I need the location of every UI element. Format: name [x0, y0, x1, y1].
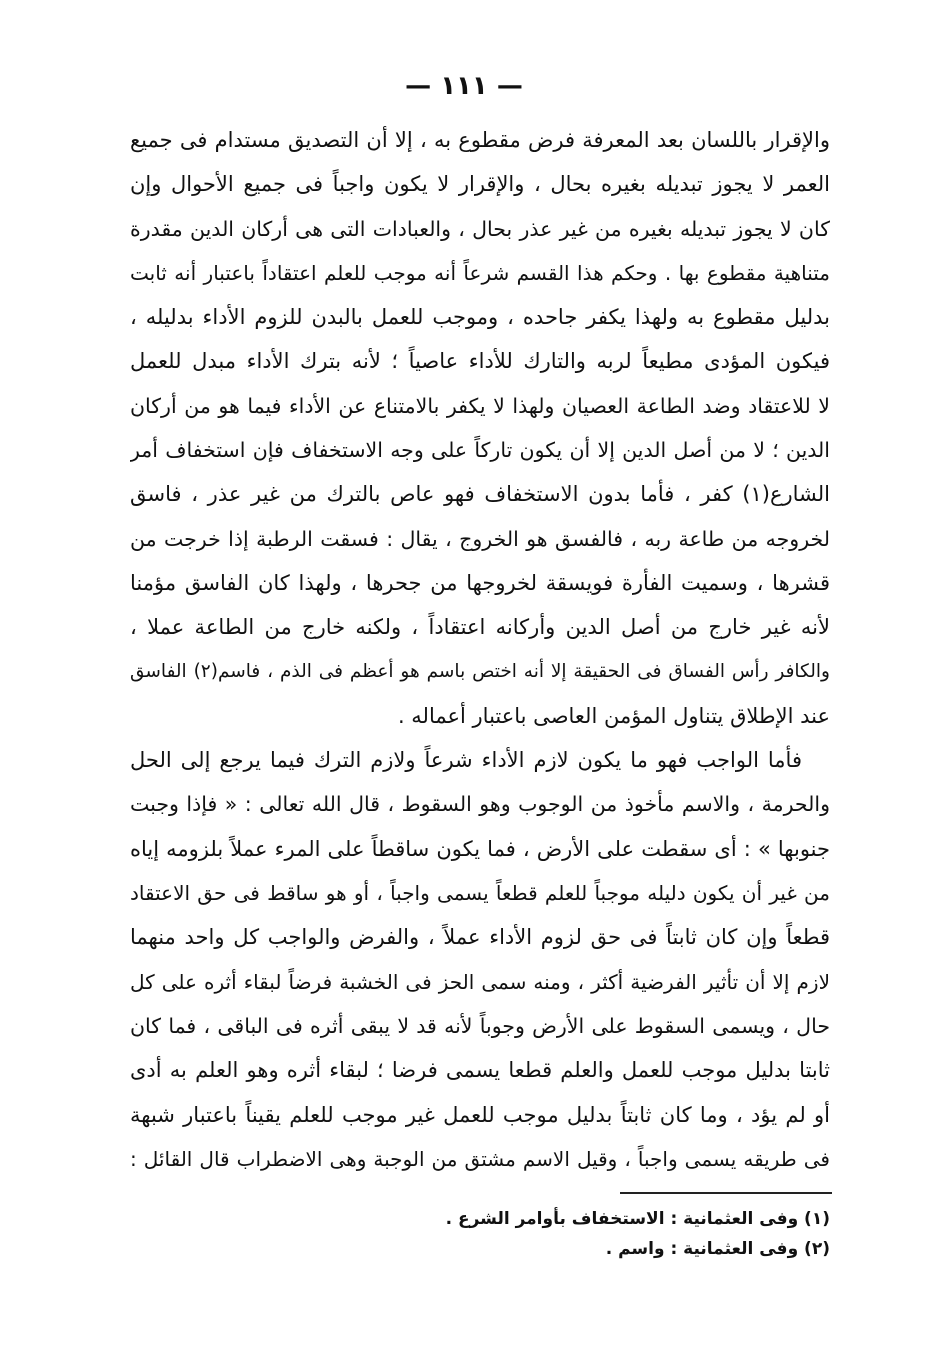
text-line: قشرها ، وسميت الفأرة فويسقة لخروجها من جحرها ، ولهذا كان الفاسق مؤمنا	[130, 570, 830, 595]
text-line: والحرمة ، والاسم مأخوذ من الوجوب وهو السقوط ، قال الله تعالى : « فإذا وجبت	[130, 792, 830, 817]
text-line: لخروجه من طاعة ربه ، فالفسق هو الخروج ، يقال : فسقت الرطبة إذا خرجت من	[130, 526, 830, 551]
text-line: كان لا يجوز تبديله بغيره من غير عذر بحال ، والعبادات التى هى أركان الدين مقدرة	[130, 216, 830, 241]
text-line: بدليل مقطوع به ولهذا يكفر جاحده ، وموجب للعمل بالبدن للزوم الأداء بدليله ،	[130, 305, 830, 330]
text-line: ثابتا بدليل موجب للعمل والعلم قطعا يسمى فرضا ؛ لبقاء أثره وهو العلم به أدى	[130, 1058, 830, 1083]
text-line: الشارع(١) كفر ، فأما بدون الاستخفاف فهو عاص بالترك من غير عذر ، فاسق	[130, 482, 830, 507]
body-text	[130, 118, 830, 1181]
footnote: (٢) وفى العثمانية : واسم .	[605, 1239, 830, 1259]
text-line: لا للاعتقاد وضد الطاعة العصيان ولهذا لا يكفر بالامتناع عن الأداء فيما هو من أركان	[130, 393, 830, 418]
footnote: (١) وفى العثمانية : الاستخفاف بأوامر الشرع .	[445, 1209, 830, 1229]
text-line: جنوبها » : أى سقطت على الأرض ، فما يكون ساقطاً على المرء عملاً بلزومه إياه	[130, 836, 830, 861]
text-line: أو لم يؤد ، وما كان ثابتاً بدليل موجب للعمل غير موجب للعلم يقيناً باعتبار شبهة	[130, 1102, 830, 1127]
text-line: فيكون المؤدى مطيعاً لربه والتارك للأداء عاصياً ؛ لأنه بترك الأداء مبدل للعمل	[130, 349, 830, 374]
text-line: متناهية مقطوع بها . وحكم هذا القسم شرعاً أنه موجب للعلم اعتقاداً باعتبار أنه ثابت	[130, 260, 830, 285]
text-line: لأنه غير خارج من أصل الدين وأركانه اعتقاداً ، ولكنه خارج من الطاعة عملا ،	[130, 615, 830, 640]
text-line: حال ، ويسمى السقوط على الأرض وجوباً لأنه قد لا يبقى أثره فى الباقى ، فما كان	[130, 1013, 830, 1038]
text-line: الدين ؛ لا من أصل الدين إلا أن يكون تاركاً على وجه الاستخفاف فإن استخفاف أمر	[130, 438, 830, 463]
text-line: العمر لا يجوز تبديله بغيره بحال ، والإقرار لا يكون واجباً فى جميع الأحوال وإن	[130, 172, 830, 197]
text-line: والإقرار باللسان بعد المعرفة فرض مقطوع به ، إلا أن التصديق مستدام فى جميع	[130, 128, 830, 152]
page-number: — ١١١ —	[405, 71, 523, 101]
text-line: قطعاً وإن كان ثابتاً فى حق لزوم الأداء عملاً ، والفرض والواجب كل واحد منهما	[130, 925, 830, 950]
footnote-divider	[620, 1192, 832, 1194]
text-line: فى طريقه يسمى واجباً ، وقيل الاسم مشتق من الوجبة وهى الاضطراب قال القائل :	[130, 1146, 830, 1171]
text-line: من غير أن يكون دليله موجباً للعلم قطعاً يسمى واجباً ، أو هو ساقط فى حق الاعتقاد	[130, 881, 830, 906]
footnotes	[130, 1204, 830, 1264]
text-line: والكافر رأس الفساق فى الحقيقة إلا أنه اختص باسم هو أعظم فى الذم ، فاسم(٢) الفاسق	[130, 660, 830, 682]
text-line: لازم إلا أن تأثير الفرضية أكثر ، ومنه سمى الحز فى الخشبة فرضاً لبقاء أثره على كل	[130, 969, 830, 994]
text-line: فأما الواجب فهو ما يكون لازم الأداء شرعاً ولازم الترك فيما يرجع إلى الحل	[130, 748, 802, 773]
text-line: عند الإطلاق يتناول المؤمن العاصى باعتبار أعماله .	[397, 703, 830, 728]
